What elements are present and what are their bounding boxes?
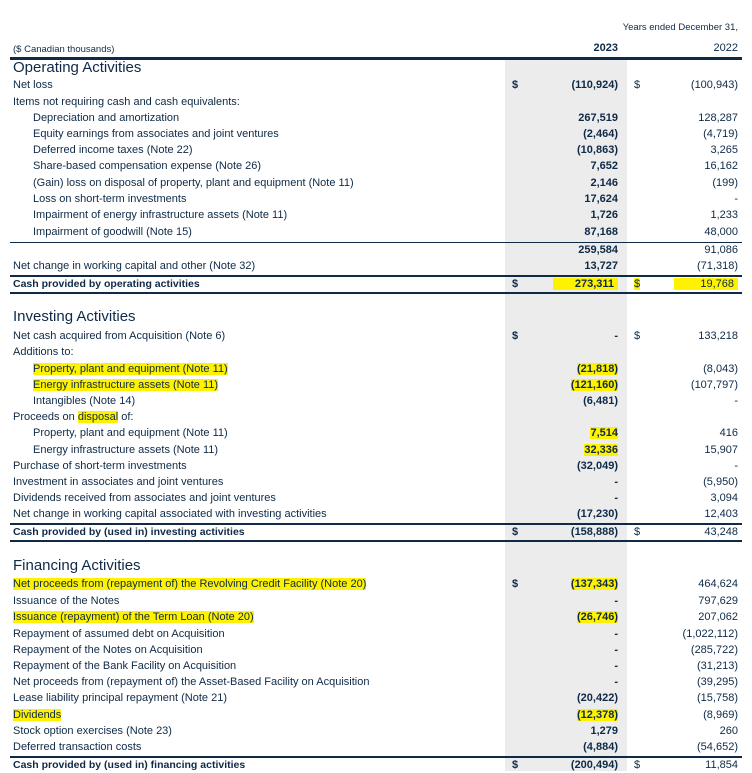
row-label-text: Deferred transaction costs [13,741,142,753]
row-label [33,144,193,156]
column-header-2022: 2022 [713,42,738,54]
value-2022-text: 128,287 [698,112,738,124]
currency-symbol-2023: $ [512,278,519,290]
value-2023-text: (200,494) [570,759,618,771]
value-2022-text: (8,969) [703,709,738,721]
value-2023-text: (32,049) [577,460,618,472]
value-2023-text: 259,584 [578,244,618,256]
value-2022-text: (54,652) [697,741,738,753]
value-2022 [720,725,738,737]
investing-total-rule-top [10,523,742,525]
value-2023 [590,177,618,189]
financing-row [0,674,752,690]
row-label-text: Repayment of the Bank Facility on Acquisition [13,660,237,672]
row-label [33,209,287,221]
value-2022 [704,244,738,256]
currency-symbol-2022: $ [634,278,641,290]
value-2023 [583,128,618,140]
value-2022 [704,160,738,172]
row-label-text: Dividends received from associates and joint ventures [13,492,276,504]
value-2023 [577,363,618,375]
operating-row [0,276,752,292]
row-label [13,692,227,704]
row-label [13,346,74,358]
value-2023-text: - [614,660,618,672]
investing-row [0,490,752,506]
investing-row [0,328,752,344]
value-2023 [614,330,618,342]
value-2023-text: (137,343) [570,578,618,590]
value-2022-text: (4,719) [703,128,738,140]
financing-row [0,609,752,625]
row-label [13,660,236,672]
row-label-text: Net cash acquired from Acquisition (Note 6) [13,330,226,342]
operating-row [0,94,752,110]
value-2023-text: (6,481) [583,395,618,407]
operating-total-rule-top [10,275,742,277]
value-2022 [697,741,738,753]
operating-row [0,142,752,158]
value-2022 [703,709,738,721]
value-2023 [572,79,618,91]
row-label [13,611,254,623]
row-label [33,128,279,140]
row-label-text: Impairment of energy infrastructure assets (Note 11) [33,209,288,221]
row-label [13,759,245,771]
operating-row [0,207,752,223]
investing-row [0,393,752,409]
value-2023 [614,676,618,688]
row-label-text: Stock option exercises (Note 23) [13,725,172,737]
value-2022-text: 1,233 [710,209,738,221]
row-label [33,160,261,172]
value-2023-text: 32,336 [584,444,618,456]
value-2023 [577,692,618,704]
value-2022-text: (31,213) [697,660,738,672]
investing-total-rule-bottom [10,540,742,542]
row-label [33,193,186,205]
operating-row [0,110,752,126]
value-2022 [720,427,738,439]
row-label [13,330,225,342]
operating-row [0,158,752,174]
row-label-text: Issuance (repayment) of the Term Loan (Note 20) [13,611,254,623]
value-2023-text: 267,519 [578,112,618,124]
value-2022-text: 12,403 [704,508,738,520]
value-2023-text: 13,727 [584,260,618,272]
value-2022 [697,676,738,688]
row-label [13,508,327,520]
value-2023 [553,278,618,290]
row-label [13,278,200,290]
value-2022 [698,330,738,342]
row-label-text: Net change in working capital associated with investing activities [13,508,327,520]
value-2022 [683,628,738,640]
operating-row [0,77,752,93]
value-2022-text: 207,062 [698,611,738,623]
value-2023-text: - [614,492,618,504]
value-2023 [614,492,618,504]
value-2022-text: (199) [712,177,738,189]
value-2023 [577,460,618,472]
row-label [33,112,179,124]
value-2023 [571,578,618,590]
row-label-text: Energy infrastructure assets (Note 11) [33,379,219,391]
investing-row [0,425,752,441]
financing-total-rule-top [10,756,742,758]
operating-row [0,242,752,258]
financing-row [0,642,752,658]
value-2022-text: 43,248 [704,526,738,538]
value-2023-text: 87,168 [584,226,618,238]
subtotal-rule [10,242,742,243]
row-label [33,226,192,238]
value-2023 [614,628,618,640]
value-2022-text: (5,950) [703,476,738,488]
value-2023 [571,379,618,391]
value-2023 [578,112,618,124]
value-2022-text: (15,758) [697,692,738,704]
operating-row [0,175,752,191]
value-2022-text: 464,624 [698,578,738,590]
row-label-text: Share-based compensation expense (Note 26) [33,160,262,172]
value-2023-text: 2,146 [590,177,618,189]
row-label-text: Property, plant and equipment (Note 11) [33,363,228,375]
investing-row [0,524,752,540]
value-2023-text: 273,311 [553,278,618,290]
row-label [33,363,228,375]
currency-symbol-2023: $ [512,526,519,538]
value-2023-text: (12,378) [577,709,618,721]
row-label [13,595,119,607]
value-2023 [577,144,618,156]
row-label-text: Net proceeds from (repayment of) the Asset-Based Facility on Acquisition [13,676,370,688]
row-label [13,411,133,423]
value-2022 [698,611,738,623]
value-2022 [697,692,738,704]
value-2022-text: - [734,193,738,205]
row-label [33,427,228,439]
value-2023-text: 1,726 [590,209,618,221]
row-label-text: Net loss [13,79,53,91]
value-2022-text: (39,295) [697,676,738,688]
row-label [13,725,172,737]
value-2022-text: 3,094 [710,492,738,504]
value-2023 [614,660,618,672]
operating-row [0,224,752,240]
row-label-text: Energy infrastructure assets (Note 11) [33,444,219,456]
value-2023 [590,209,618,221]
row-label [13,644,203,656]
value-2023-text: (121,160) [570,379,618,391]
financing-row [0,658,752,674]
value-2022 [703,476,738,488]
value-2023-text: (20,422) [577,692,618,704]
value-2022-text: - [734,460,738,472]
investing-row [0,474,752,490]
value-2023 [583,395,618,407]
value-2022-text: (71,318) [697,260,738,272]
value-2022 [691,79,738,91]
value-2023-text: (158,888) [570,526,618,538]
value-2022-text: 416 [719,427,738,439]
value-2023-text: (10,863) [577,144,618,156]
value-2022 [712,177,738,189]
value-2023-text: - [614,595,618,607]
row-label-text: Deferred income taxes (Note 22) [33,144,193,156]
value-2022-text: 16,162 [704,160,738,172]
currency-symbol-2022: $ [634,79,641,91]
investing-row [0,442,752,458]
currency-symbol-2022: $ [634,330,641,342]
row-label-text: Cash provided by operating activities [13,278,200,290]
units-caption: ($ Canadian thousands) [13,44,115,55]
value-2022 [734,460,738,472]
value-2022-text: 3,265 [710,144,738,156]
value-2023 [584,444,618,456]
value-2023 [614,595,618,607]
value-2023-text: - [614,628,618,640]
row-label-text: Loss on short-term investments [33,193,187,205]
column-header-2023: 2023 [593,42,618,54]
value-2022 [704,444,738,456]
value-2022 [705,759,738,771]
value-2022-text: 797,629 [698,595,738,607]
row-label [13,96,240,108]
value-2022 [704,508,738,520]
value-2023 [614,476,618,488]
investing-row [0,458,752,474]
value-2022-text: - [734,395,738,407]
investing-row [0,409,752,425]
value-2023-text: (4,884) [583,741,618,753]
row-label [13,476,223,488]
section-title-financing: Financing Activities [13,557,141,574]
row-label-text: Cash provided by (used in) financing activities [13,759,246,771]
value-2022 [697,660,738,672]
value-2022-text: (1,022,112) [682,628,738,640]
row-label-text: Repayment of the Notes on Acquisition [13,644,203,656]
row-label [13,492,276,504]
value-2023 [584,260,618,272]
row-label [33,379,218,391]
value-2022-text: 19,768 [674,278,738,290]
row-label-text: Equity earnings from associates and joint ventures [33,128,279,140]
value-2023 [578,244,618,256]
financing-row [0,707,752,723]
row-label-text: Proceeds on [13,411,78,423]
currency-symbol-2022: $ [634,526,641,538]
currency-symbol-2023: $ [512,759,519,771]
value-2022-text: 11,854 [705,759,738,771]
currency-symbol-2022: $ [634,759,641,771]
section-title-operating: Operating Activities [13,59,142,76]
value-2022 [691,644,738,656]
value-2023-text: (110,924) [571,79,618,91]
row-label-text: Dividends [13,709,62,721]
row-label-text: Net proceeds from (repayment of) the Revolving Credit Facility (Note 20) [13,578,367,590]
value-2022 [704,226,738,238]
row-label-text: Purchase of short-term investments [13,460,187,472]
value-2023 [577,709,618,721]
value-2023 [614,644,618,656]
row-label [13,526,245,538]
period-caption: Years ended December 31, [622,22,738,33]
row-label-text: Impairment of goodwill (Note 15) [33,226,192,238]
section-title-investing: Investing Activities [13,308,136,325]
value-2022 [703,363,738,375]
value-2023-text: (17,230) [577,508,618,520]
value-2023-text: 7,514 [590,427,618,439]
value-2022-text: (285,722) [690,644,738,656]
investing-row [0,377,752,393]
row-label [13,709,61,721]
row-label [13,79,53,91]
value-2023-text: - [614,330,618,342]
row-label [13,628,225,640]
row-label-text: Cash provided by (used in) investing activities [13,526,245,538]
value-2023 [590,427,618,439]
investing-row [0,344,752,360]
value-2023 [583,741,618,753]
value-2023 [590,725,618,737]
financing-row [0,576,752,592]
row-label [13,260,255,272]
value-2022-text: 48,000 [704,226,738,238]
value-2023-text: (21,818) [577,363,618,375]
row-label-text: Lease liability principal repayment (Note 21) [13,692,227,704]
row-label-highlighted-text: disposal [77,411,119,423]
value-2023-text: - [614,676,618,688]
operating-row [0,258,752,274]
row-label-text: Depreciation and amortization [33,112,180,124]
financing-row [0,690,752,706]
value-2022-text: (107,797) [690,379,738,391]
value-2022 [698,578,738,590]
value-2023 [577,611,618,623]
row-label-text: (Gain) loss on disposal of property, plant and equipment (Note 11) [33,177,354,189]
value-2022-text: 133,218 [698,330,738,342]
operating-row [0,126,752,142]
currency-symbol-2023: $ [512,79,519,91]
row-label-text: of: [118,411,134,423]
operating-row [0,191,752,207]
value-2022-text: 15,907 [704,444,738,456]
value-2023-text: - [614,476,618,488]
financing-row [0,723,752,739]
value-2022 [704,526,738,538]
value-2022 [691,379,738,391]
value-2023-text: 7,652 [590,160,618,172]
value-2022-text: 91,086 [704,244,738,256]
value-2022 [697,260,738,272]
value-2023 [571,759,618,771]
value-2022 [703,128,738,140]
value-2023-text: - [614,644,618,656]
value-2022 [710,209,738,221]
row-label-text: Issuance of the Notes [13,595,120,607]
row-label [33,177,354,189]
row-label [33,444,218,456]
value-2022 [698,595,738,607]
row-label-text: Investment in associates and joint ventures [13,476,224,488]
value-2023-text: 17,624 [584,193,618,205]
row-label [13,676,369,688]
row-label-text: Repayment of assumed debt on Acquisition [13,628,225,640]
investing-row [0,506,752,522]
currency-symbol-2023: $ [512,578,519,590]
row-label [13,578,366,590]
value-2023 [584,226,618,238]
value-2023 [571,526,618,538]
row-label-text: Net change in working capital and other (Note 32) [13,260,256,272]
value-2022 [674,278,738,290]
row-label-text: Property, plant and equipment (Note 11) [33,427,228,439]
value-2023 [577,508,618,520]
row-label-text: Items not requiring cash and cash equivalents: [13,96,240,108]
financing-row [0,626,752,642]
value-2023-text: 1,279 [590,725,618,737]
value-2022 [734,193,738,205]
value-2022 [710,144,738,156]
value-2022 [698,112,738,124]
value-2023 [590,160,618,172]
value-2023-text: (26,746) [577,611,618,623]
row-label [13,741,141,753]
currency-symbol-2023: $ [512,330,519,342]
row-label [33,395,135,407]
value-2022 [734,395,738,407]
value-2022-text: (100,943) [690,79,738,91]
financing-row [0,739,752,755]
row-label-text: Additions to: [13,346,74,358]
financing-row [0,593,752,609]
row-label [13,460,187,472]
operating-total-rule-bottom [10,292,742,294]
investing-row [0,361,752,377]
value-2023-text: (2,464) [583,128,618,140]
value-2022-text: (8,043) [703,363,738,375]
value-2022-text: 260 [719,725,738,737]
value-2022 [710,492,738,504]
value-2023 [584,193,618,205]
row-label-text: Intangibles (Note 14) [33,395,136,407]
